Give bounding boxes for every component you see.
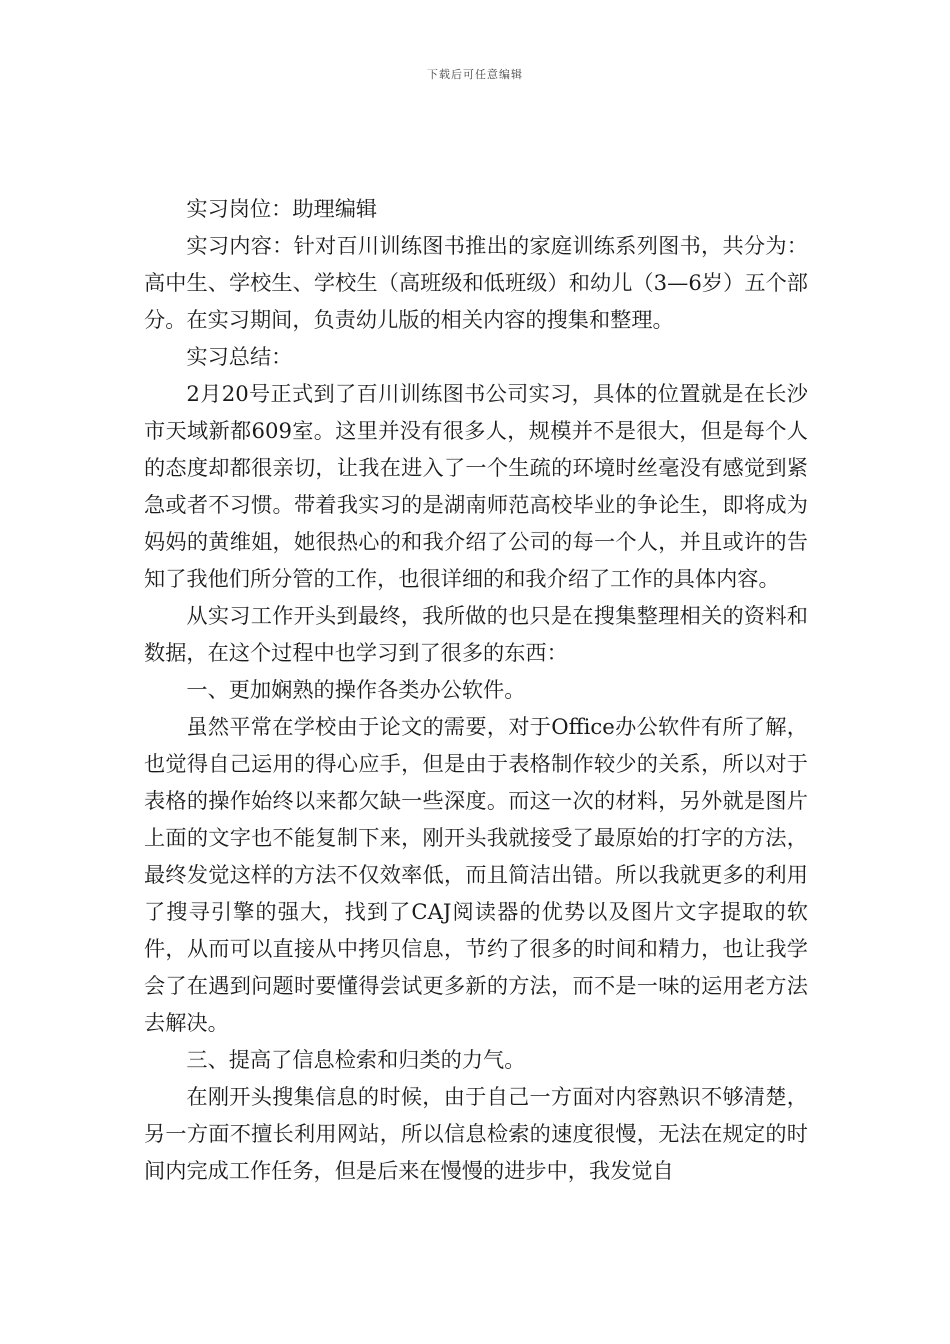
paragraph-position: 实习岗位：助理编辑 [186, 196, 378, 221]
page-header-note: 下载后可任意编辑 [427, 68, 523, 81]
paragraph-summary-heading: 实习总结： [186, 344, 293, 369]
paragraph-office-skills: 虽然平常在学校由于论文的需要，对于Office办公软件有所了解，也觉得自己运用的得心应手，但是由于表格制作较少的关系，所以对于表格的操作始终以来都欠缺一些深度。而这一次的材料，另外就是图片上面的文字也不能复制下来，刚开头我就接受了最原始的打字的方法，最终发觉这样的方法不仅效率低，而且简洁出错。所以我就更多的利用了搜寻引擎的强大，找到了CAJ阅读器的优势以及图片文字提取的软件，从而可以直接从中拷贝信息，节约了很多的时间和精力，也让我学会了在遇到问题时要懂得尝试更多新的方法，而不是一味的运用老方法去解决。 [144, 714, 808, 1035]
section-heading-office-skills: 一、更加娴熟的操作各类办公软件。 [186, 677, 526, 702]
paragraph-info-retrieval: 在刚开头搜集信息的时候，由于自己一方面对内容熟识不够清楚，另一方面不擅长利用网站，所以信息检索的速度很慢，无法在规定的时间内完成工作任务，但是后来在慢慢的进步中，我发觉自 [144, 1084, 808, 1183]
paragraph-content: 实习内容：针对百川训练图书推出的家庭训练系列图书，共分为：高中生、学校生、学校生（高班级和低班级）和幼儿（3—6岁）五个部分。在实习期间，负责幼儿版的相关内容的搜集和整理。 [144, 233, 808, 332]
document-body [144, 190, 808, 1189]
section-heading-info-retrieval: 三、提高了信息检索和归类的力气。 [186, 1047, 526, 1072]
paragraph-summary-intro: 2月20号正式到了百川训练图书公司实习，具体的位置就是在长沙市天域新都609室。这里并没有很多人，规模并不是很大，但是每个人的态度却都很亲切，让我在进入了一个生疏的环境时丝毫没有感觉到紧急或者不习惯。带着我实习的是湖南师范高校毕业的争论生，即将成为妈妈的黄维姐，她很热心的和我介绍了公司的每一个人，并且或许的告知了我他们所分管的工作，也很详细的和我介绍了工作的具体内容。 [144, 381, 808, 591]
paragraph-work-overview: 从实习工作开头到最终，我所做的也只是在搜集整理相关的资料和数据，在这个过程中也学习到了很多的东西： [144, 603, 808, 665]
